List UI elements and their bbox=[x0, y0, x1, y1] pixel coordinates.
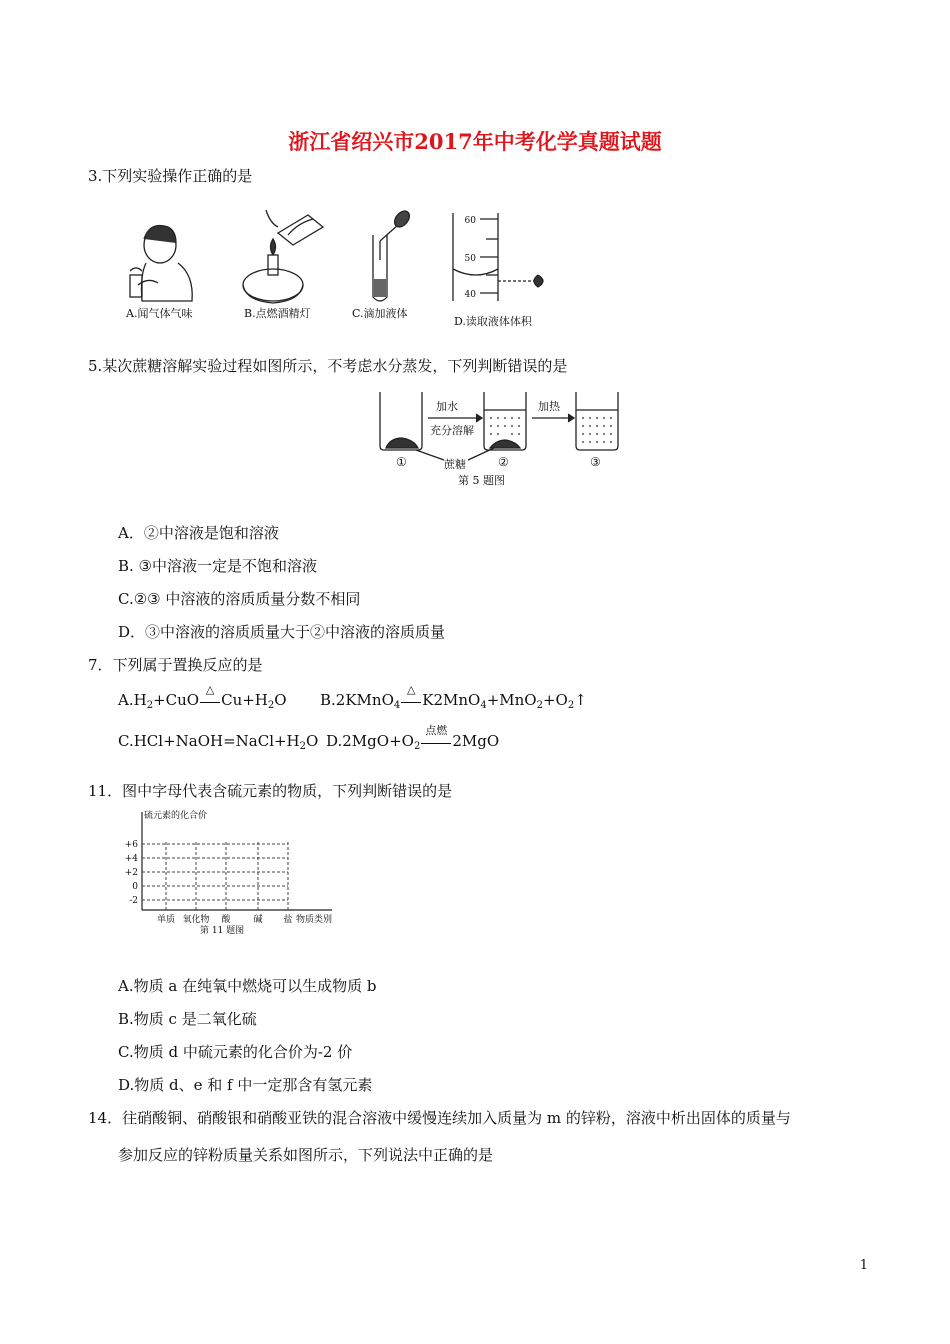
cylinder-tick-60: 60 bbox=[464, 216, 476, 226]
q11-option-b: B.物质 c 是二氧化硫 bbox=[118, 1010, 257, 1028]
mark-2: ② bbox=[498, 455, 509, 469]
xtick-element: 单质 bbox=[156, 915, 176, 925]
q11-option-c: C.物质 d 中硫元素的化合价为-2 价 bbox=[118, 1043, 353, 1061]
question-14-line-1: 14．往硝酸铜、硝酸银和硝酸亚铁的混合溶液中缓慢连续加入质量为 m 的锌粉，溶液中析出固体的质量与 bbox=[88, 1109, 791, 1127]
ytick-plus6: +6 bbox=[124, 840, 138, 850]
label-sugar: 蔗糖 bbox=[444, 458, 466, 471]
mark-3: ③ bbox=[590, 455, 601, 469]
xtick-oxide: 氧化物 bbox=[182, 915, 210, 925]
figure-a-person-smelling bbox=[130, 226, 192, 302]
figure-a-label: A.闻气体气味 bbox=[126, 307, 193, 320]
q11-option-d: D.物质 d、e 和 f 中一定那含有氢元素 bbox=[118, 1076, 373, 1094]
grid-lines bbox=[142, 842, 288, 910]
ytick-zero: 0 bbox=[132, 882, 138, 892]
figure-5-caption: 第 5 题图 bbox=[458, 474, 505, 487]
question-3-stem: 3.下列实验操作正确的是 bbox=[88, 167, 253, 185]
q7-option-d: $D.2MgO+O_2$ 点燃 2MgO bbox=[326, 724, 500, 752]
cylinder-tick-40: 40 bbox=[464, 290, 476, 300]
cylinder-tick-50: 50 bbox=[464, 254, 476, 264]
figure-b-label: B.点燃酒精灯 bbox=[244, 307, 311, 320]
q7-option-c: $C.HCl+NaOH=NaCl+H_2O$ bbox=[118, 732, 319, 752]
question-14-line-2: 参加反应的锌粉质量关系如图所示，下列说法中正确的是 bbox=[118, 1146, 494, 1164]
x-axis-label: 物质类别 bbox=[295, 915, 333, 925]
ytick-plus4: +4 bbox=[124, 854, 138, 864]
mark-1: ① bbox=[396, 455, 407, 469]
y-axis-label: 硫元素的化合价 bbox=[144, 811, 208, 821]
figure-c-dropper-test-tube bbox=[373, 208, 412, 301]
page-number: 1 bbox=[859, 1258, 868, 1273]
q5-option-b: B. ③中溶液一定是不饱和溶液 bbox=[118, 557, 318, 575]
label-dissolve: 充分溶解 bbox=[430, 424, 474, 437]
xtick-salt: 盐 bbox=[283, 915, 293, 925]
question-5-figure bbox=[376, 388, 626, 496]
xtick-acid: 酸 bbox=[221, 915, 231, 925]
question-3-figure bbox=[118, 205, 558, 333]
figure-c-label: C.滴加液体 bbox=[352, 307, 408, 320]
sugar-solid-1 bbox=[386, 438, 418, 448]
q5-option-c: C.②③ 中溶液的溶质质量分数不相同 bbox=[118, 590, 361, 608]
page-title: 浙江省绍兴市2017年中考化学真题试题 bbox=[288, 129, 662, 154]
figure-b-alcohol-lamp bbox=[243, 210, 323, 303]
q7-option-b: B.2KMnO$_4$ △ $K2MnO_4+MnO_2+O_2↑$ bbox=[320, 683, 587, 711]
q7-option-a: $A.H_2+CuO$ △ $Cu+H_2O$ bbox=[118, 683, 287, 711]
solution-dots bbox=[490, 417, 612, 443]
q11-option-a: A.物质 a 在纯氧中燃烧可以生成物质 b bbox=[118, 977, 377, 995]
figure-d-label: D.读取液体体积 bbox=[454, 315, 532, 328]
ytick-plus2: +2 bbox=[124, 868, 138, 878]
ytick-minus2: -2 bbox=[129, 896, 138, 906]
question-11-figure bbox=[118, 806, 348, 936]
label-add-water: 加水 bbox=[436, 400, 458, 413]
question-7-stem: 7．下列属于置换反应的是 bbox=[88, 656, 263, 674]
question-11-stem: 11．图中字母代表含硫元素的物质，下列判断错误的是 bbox=[88, 782, 453, 800]
question-5-stem: 5.某次蔗糖溶解实验过程如图所示，不考虑水分蒸发，下列判断错误的是 bbox=[88, 357, 568, 375]
label-heat: 加热 bbox=[538, 400, 560, 413]
q5-option-d: D．③中溶液的溶质质量大于②中溶液的溶质质量 bbox=[118, 623, 446, 641]
xtick-base: 碱 bbox=[253, 915, 263, 925]
q5-option-a: A．②中溶液是饱和溶液 bbox=[118, 524, 279, 542]
figure-11-caption: 第 11 题图 bbox=[200, 926, 245, 936]
